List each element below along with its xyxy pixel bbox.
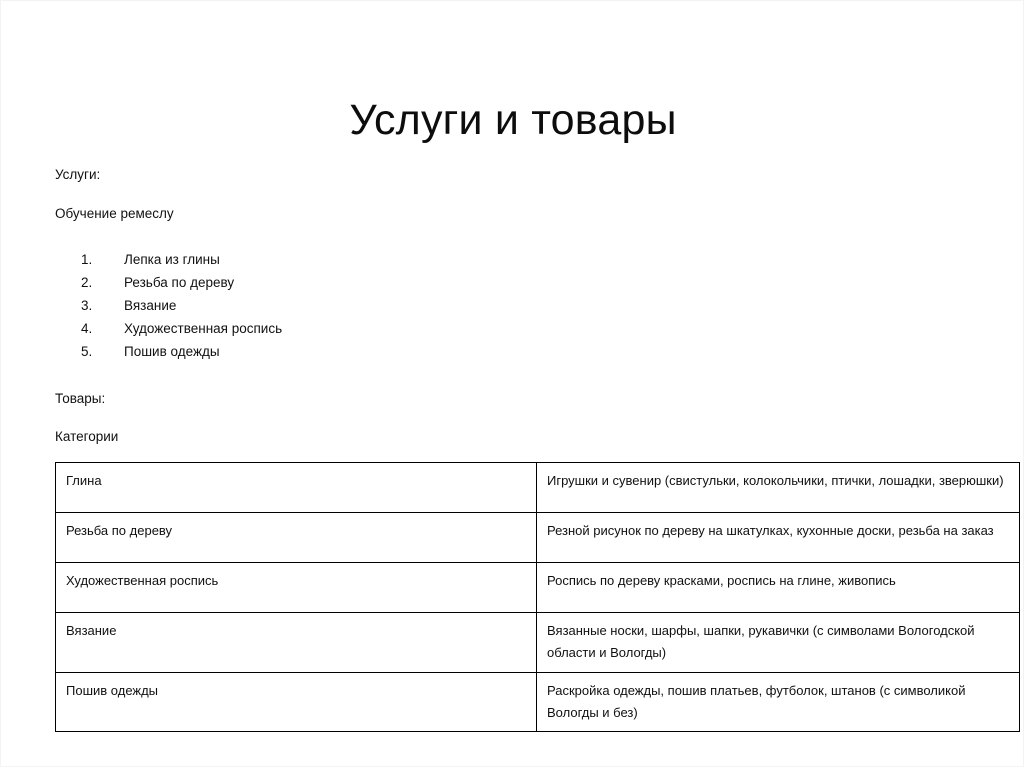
table-cell-description: Резной рисунок по дереву на шкатулках, кухонные доски, резьба на заказ xyxy=(537,513,1020,563)
list-item-label: Художественная роспись xyxy=(124,321,283,336)
table-cell-category: Глина xyxy=(56,463,537,513)
page-title: Услуги и товары xyxy=(349,95,677,144)
list-item-label: Резьба по дереву xyxy=(124,275,235,290)
list-item-number: 4. xyxy=(81,321,93,336)
table-row xyxy=(56,672,1020,732)
list-item-label: Вязание xyxy=(124,298,177,313)
table-cell-category: Пошив одежды xyxy=(56,672,537,732)
table-cell-description: Игрушки и сувенир (свистульки, колокольчики, птички, лошадки, зверюшки) xyxy=(537,463,1020,513)
categories-table xyxy=(55,462,1020,732)
goods-subheading: Категории xyxy=(55,429,119,444)
table-row xyxy=(56,513,1020,563)
list-item-number: 3. xyxy=(81,298,93,313)
services-list xyxy=(81,248,282,363)
list-item xyxy=(81,340,282,363)
list-item-number: 5. xyxy=(81,344,93,359)
table-cell-description: Вязанные носки, шарфы, шапки, рукавички (с символами Вологодской области и Вологды) xyxy=(537,613,1020,673)
table-cell-description: Раскройка одежды, пошив платьев, футболок, штанов (с символикой Вологды и без) xyxy=(537,672,1020,732)
services-heading: Услуги: xyxy=(55,167,101,182)
list-item-number: 2. xyxy=(81,275,93,290)
table-row xyxy=(56,613,1020,673)
list-item xyxy=(81,248,282,271)
list-item xyxy=(81,317,282,340)
table-cell-category: Вязание xyxy=(56,613,537,673)
list-item xyxy=(81,271,282,294)
table-row xyxy=(56,563,1020,613)
table-cell-description: Роспись по дереву красками, роспись на глине, живопись xyxy=(537,563,1020,613)
table-cell-category: Художественная роспись xyxy=(56,563,537,613)
table-row xyxy=(56,463,1020,513)
list-item xyxy=(81,294,282,317)
services-subheading: Обучение ремеслу xyxy=(55,206,174,221)
list-item-label: Лепка из глины xyxy=(124,252,220,267)
list-item-label: Пошив одежды xyxy=(124,344,220,359)
list-item-number: 1. xyxy=(81,252,93,267)
table-cell-category: Резьба по дереву xyxy=(56,513,537,563)
goods-heading: Товары: xyxy=(55,391,106,406)
